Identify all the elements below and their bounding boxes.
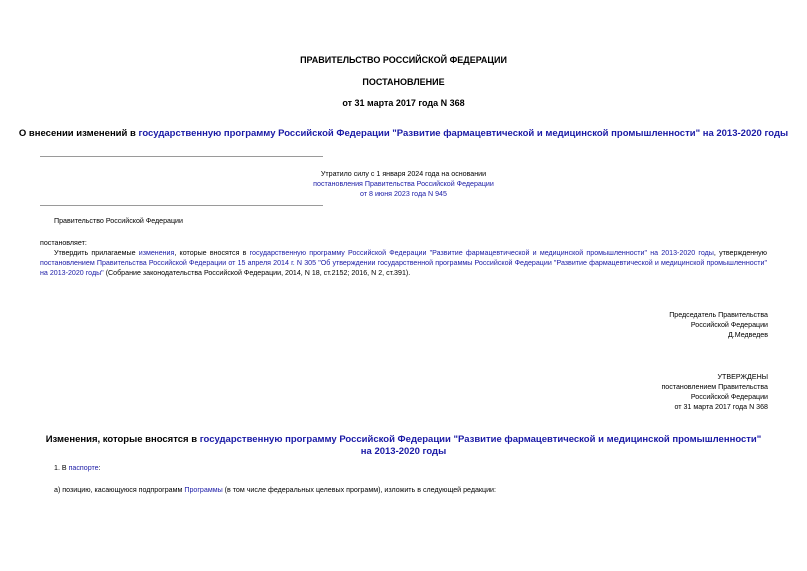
approval-block — [500, 372, 768, 412]
divider-top — [40, 156, 323, 157]
signature-body: Российской Федерации — [690, 321, 768, 329]
status-note-link-resolution[interactable]: постановления Правительства Российской Федерации — [313, 180, 494, 188]
title-program-link[interactable]: государственную программу Российской Федерации "Развитие фармацевтической и медицинской промышленности" на 2013-2020 годы — [138, 128, 789, 139]
approved-label: УТВЕРЖДЕНЫ — [717, 373, 768, 381]
decides-text: постановляет: — [40, 239, 87, 247]
changes-title-prefix: Изменения, которые вносятся в — [45, 434, 200, 445]
changes-link[interactable]: изменения — [138, 249, 175, 257]
item-a-suffix: (в том числе федеральных целевых программ), изложить в следующей редакции: — [222, 486, 496, 494]
document-type-heading: ПОСТАНОВЛЕНИЕ — [362, 77, 445, 87]
title-prefix: О внесении изменений в — [18, 128, 139, 139]
status-note-link-date[interactable]: от 8 июня 2023 года N 945 — [360, 190, 447, 198]
divider-bottom — [40, 205, 323, 206]
item-a — [54, 485, 496, 495]
program-link[interactable]: государственную программу Российской Федерации "Развитие фармацевтической и медицинской промышленности" на 2013-2020 годы — [249, 249, 714, 257]
changes-title-program-link[interactable]: государственную программу Российской Федерации "Развитие фармацевтической и медицинской промышленности" на 2013-2020 годы — [199, 434, 762, 457]
approved-by: постановлением Правительства — [661, 383, 768, 391]
paragraph-text: Утвердить прилагаемые — [54, 249, 139, 257]
approved-authority: Российской Федерации — [690, 393, 768, 401]
program-section-link[interactable]: Программы — [184, 486, 223, 494]
paragraph-text: (Собрание законодательства Российской Федерации, 2014, N 18, ст.2152; 2016, N 2, ст.391). — [103, 269, 411, 277]
signature-block — [500, 310, 768, 340]
decree-paragraph — [40, 248, 767, 278]
item-1-prefix: 1. В — [54, 464, 69, 472]
intro-text: Правительство Российской Федерации — [54, 217, 183, 225]
signature-position: Председатель Правительства — [669, 311, 768, 319]
status-note — [40, 169, 767, 199]
paragraph-text: , утвержденную — [713, 249, 767, 257]
government-heading: ПРАВИТЕЛЬСТВО РОССИЙСКОЙ ФЕДЕРАЦИИ — [300, 55, 507, 65]
paragraph-text: , которые вносятся в — [174, 249, 250, 257]
document-date-number: от 31 марта 2017 года N 368 — [342, 98, 465, 108]
item-1 — [54, 463, 101, 473]
status-note-line1: Утратило силу с 1 января 2024 года на основании — [320, 170, 487, 178]
approved-date: от 31 марта 2017 года N 368 — [674, 403, 768, 411]
changes-title — [40, 434, 767, 458]
document-title — [0, 128, 807, 139]
signature-name: Д.Медведев — [727, 331, 768, 339]
passport-link[interactable]: паспорте — [68, 464, 99, 472]
resolution-305-link[interactable]: постановлением Правительства Российской Федерации от 15 апреля 2014 г. N 305 "Об утверждении государственной программы Российской Федерации "Развитие фармацевтической и медицинской промышленности" на 2013-2020 годы" — [40, 259, 767, 277]
item-1-suffix: : — [98, 464, 101, 472]
item-a-prefix: а) позицию, касающуюся подпрограмм — [54, 486, 185, 494]
